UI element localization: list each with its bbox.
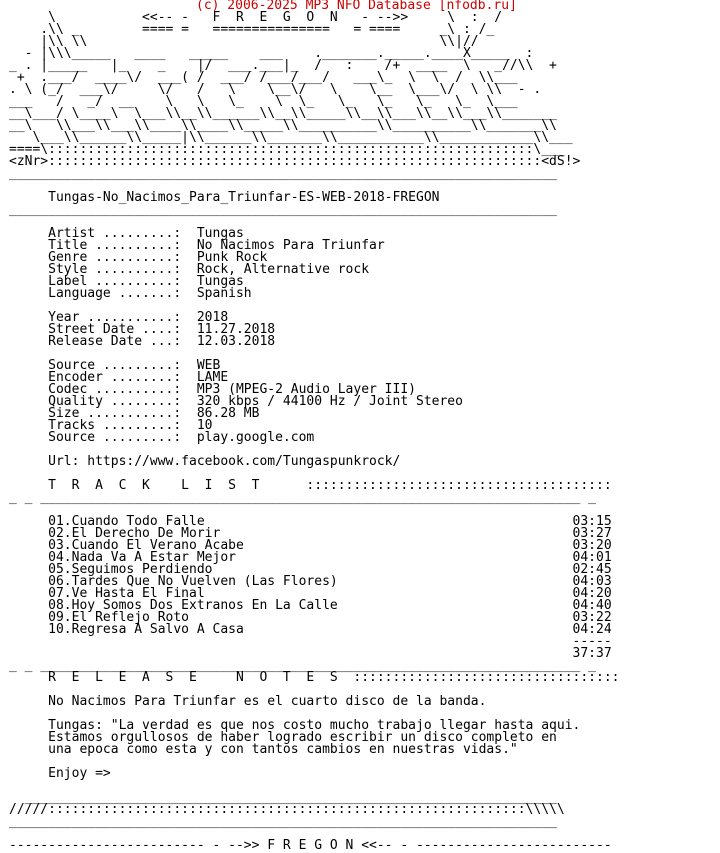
nfo-line: 37:37 [9,646,612,661]
nfo-line: \___\\______\\_____|\\______\\_______\\___________\\____________\\___ [9,130,573,145]
nfo-line: _ . |_____ |_ _ |/ ___.___|_ / : /+ ____ \ _//\\ + [9,58,557,73]
nfo-line: __\ \\___\\___\\____\\____\\_____\\__________\\__________\\_______\\ [9,118,557,133]
nfo-line: Codec ..........: MP3 (MPEG-2 Audio Layer III) [9,382,416,397]
nfo-line: /////:::::::::::::::::::::::::::::::::::::::::::::::::::::::::::::\\\\\ [9,802,565,817]
nfo-line: Enjoy => [9,766,111,781]
nfo-line: Encoder ........: LAME [9,370,229,385]
nfo-line: Tungas-No_Nacimos_Para_Triunfar-ES-WEB-2018-FREGON [9,190,440,205]
nfo-line: R E L E A S E N O T E S :::::::::::::::::::::::::::::::::: [9,670,620,685]
nfo-line: ----- [9,634,612,649]
nfo-line: |\\ \\ \\|// [9,34,479,49]
nfo-line: _ _ _____________________________________________________________________ _ [9,490,596,505]
nfo-line: una epoca como esta y con tantos cambios en nuestras vidas." [9,742,518,757]
nfo-line: 01.Cuando Todo Falle 03:15 [9,514,612,529]
nfo-line: Url: https://www.facebook.com/Tungaspunkrock/ [9,454,401,469]
nfo-line: __\___/ \____\ \___\\__\\______\\__\\_____\\__\\___\\__\\___\\_______ [9,106,557,121]
nfo-line: Tungas: "La verdad es que nos costo mucho trabajo llegar hasta aqui. [9,718,581,733]
nfo-line: Estamos orgullosos de haber logrado escribir un disco completo en [9,730,557,745]
nfo-line: \ <<-- - F R E G O N - -->> \ : / [9,10,503,25]
nfo-line: 03.Cuando El Verano Acabe 03:20 [9,538,612,553]
nfo-line: 02.El Derecho De Morir 03:27 [9,526,612,541]
nfo-line: No Nacimos Para Triunfar es el cuarto disco de la banda. [9,694,487,709]
nfo-line: 04.Nada Va A Estar Mejor 04:01 [9,550,612,565]
nfo-line: ______________________________________________________________________ [9,814,557,829]
nfo-line: T R A C K L I S T ::::::::::::::::::::::::::::::::::::::: [9,478,612,493]
nfo-line: ____________________________________________________________________ [9,790,557,805]
nfo-line: .\\ _ ==== = =============== = ==== _\ : /_ [9,22,495,37]
nfo-line: Style ..........: Rock, Alternative rock [9,262,370,277]
nfo-line: - |\\\_____ ____ _____ ___ ._______._____.____X_____ : [9,46,534,61]
nfo-line: Source .........: play.google.com [9,430,315,445]
nfo-line: ______________________________________________________________________ [9,166,557,181]
nfo-line: Language .......: Spanish [9,286,252,301]
nfo-line: Label ..........: Tungas [9,274,244,289]
nfo-line: 06.Tardes Que No Vuelven (Las Flores) 04:03 [9,574,612,589]
nfo-line: ------------------------- - -->> F R E G O N <<-- - ------------------------- [9,838,612,853]
nfo-line: 10.Regresa A Salvo A Casa 04:24 [9,622,612,637]
nfo-line: Artist .........: Tungas [9,226,244,241]
nfo-line: Title ..........: No Nacimos Para Triunfar [9,238,385,253]
nfo-line: ___ / _/ __ \ \ \_ \ \_ \_ \_ \_ \_ \___ [9,94,526,109]
nfo-line: Quality ........: 320 kbps / 44100 Hz / Joint Stereo [9,394,463,409]
nfo-line: Size ...........: 86.28 MB [9,406,260,421]
nfo-line: . \ (_/ ___\/ \/ / \ \__\/ \ \__ \___\/ \ \\ - . [9,82,542,97]
nfo-line: Source .........: WEB [9,358,221,373]
nfo-line: ====\::::::::::::::::::::::::::::::::::::::::::::::::::::::::::::::\___ [9,142,565,157]
nfo-line: 07.Ve Hasta El Final 04:20 [9,586,612,601]
copyright-header: (c) 2006-2025 MP3 NFO Database [nfodb.ru] [196,0,517,13]
nfo-line: Release Date ...: 12.03.2018 [9,334,276,349]
nfo-line: Year ...........: 2018 [9,310,229,325]
nfo-line: Tracks .........: 10 [9,418,213,433]
nfo-line: Genre ..........: Punk Rock [9,250,268,265]
nfo-line: + .___/ ____\/ ___( / ___/ /___/___/ ___\_ \ \ / \\___ [9,70,526,85]
nfo-line: Street Date ....: 11.27.2018 [9,322,276,337]
nfo-line: ______________________________________________________________________ [9,202,557,217]
nfo-line: 08.Hoy Somos Dos Extranos En La Calle 04:40 [9,598,612,613]
nfo-line: _ _ _____________________________________________________________________ _ [9,658,596,673]
nfo-line: 05.Seguimos Perdiendo 02:45 [9,562,612,577]
nfo-line: <zNr>:::::::::::::::::::::::::::::::::::::::::::::::::::::::::::::::<dS!> [9,154,581,169]
nfo-line: 09.El Reflejo Roto 03:22 [9,610,612,625]
